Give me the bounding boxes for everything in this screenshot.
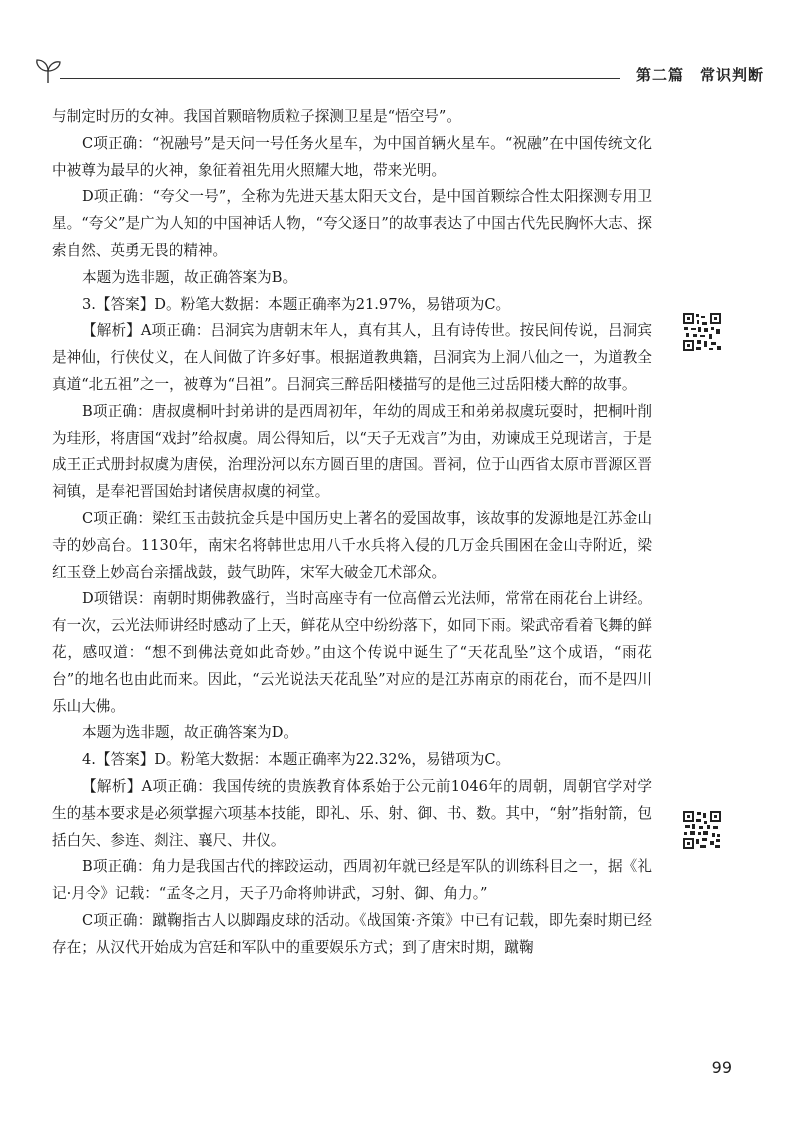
paragraph: 【解析】A项正确：吕洞宾为唐朝末年人，真有其人，且有诗传世。按民间传说，吕洞宾是神仙，行侠仗义，在人间做了许多好事。根据道教典籍，吕洞宾为上洞八仙之一，为道教全真道“北五祖”之一，被尊为“吕祖”。吕洞宾三醉岳阳楼描写的是他三过岳阳楼大醉的故事。	[52, 322, 652, 393]
answer-line: 4.【答案】D。粉笔大数据：本题正确率为22.32%，易错项为C。	[82, 751, 511, 769]
header-divider	[60, 78, 620, 79]
paragraph: B项正确：角力是我国古代的摔跤运动，西周初年就已经是军队的训练科目之一，据《礼记·月令》记载：“孟冬之月，天子乃命将帅讲武，习射、御、角力。”	[52, 858, 652, 903]
sprout-icon	[34, 58, 62, 88]
paragraph: B项正确：唐叔虞桐叶封弟讲的是西周初年，年幼的周成王和弟弟叔虞玩耍时，把桐叶削为珪形，将唐国“戏封”给叔虞。周公得知后，以“天子无戏言”为由，劝谏成王兑现诺言，于是成王正式册封叔虞为唐侯，治理汾河以东方圆百里的唐国。晋祠，位于山西省太原市晋源区晋祠镇，是奉祀晋国始封诸侯唐叔虞的祠堂。	[52, 402, 652, 501]
qr-code-icon[interactable]	[682, 312, 722, 352]
qr-code-icon[interactable]	[682, 810, 722, 850]
page-header	[30, 58, 770, 88]
page-number: 99	[711, 1058, 732, 1077]
section-title: 第二篇 常识判断	[635, 66, 764, 84]
paragraph: 【解析】A项正确：我国传统的贵族教育体系始于公元前1046年的周朝，周朝官学对学生的基本要求是必须掌握六项基本技能，即礼、乐、射、御、书、数。其中，“射”指射箭，包括白矢、参连、剡注、襄尺、井仪。	[52, 777, 652, 849]
paragraph: D项错误：南朝时期佛教盛行，当时高座寺有一位高僧云光法师，常常在雨花台上讲经。有一次，云光法师讲经时感动了上天，鲜花从空中纷纷落下，如同下雨。梁武帝看着飞舞的鲜花，感叹道：“想不到佛法竟如此奇妙。”由这个传说中诞生了“天花乱坠”这个成语，“雨花台”的地名也由此而来。因此，“云光说法天花乱坠”对应的是江苏南京的雨花台，而不是四川乐山大佛。	[52, 590, 652, 715]
paragraph: 本题为选非题，故正确答案为B。	[82, 268, 298, 286]
page-body	[52, 104, 652, 962]
paragraph: 与制定时历的女神。我国首颗暗物质粒子探测卫星是“悟空号”。	[52, 108, 461, 125]
paragraph: 本题为选非题，故正确答案为D。	[82, 724, 299, 742]
paragraph: D项正确：“夸父一号”，全称为先进天基太阳天文台，是中国首颗综合性太阳探测专用卫星。“夸父”是广为人知的中国神话人物，“夸父逐日”的故事表达了中国古代先民胸怀大志、探索自然、英勇无畏的精神。	[52, 188, 652, 259]
paragraph: C项正确：“祝融号”是天问一号任务火星车，为中国首辆火星车。“祝融”在中国传统文化中被尊为最早的火神，象征着祖先用火照耀大地，带来光明。	[52, 134, 652, 179]
answer-line: 3.【答案】D。粉笔大数据：本题正确率为21.97%，易错项为C。	[82, 295, 511, 313]
paragraph: C项正确：梁红玉击鼓抗金兵是中国历史上著名的爱国故事，该故事的发源地是江苏金山寺的妙高台。1130年，南宋名将韩世忠用八千水兵将入侵的几万金兵围困在金山寺附近，梁红玉登上妙高台亲擂战鼓，鼓气助阵，宋军大破金兀术部众。	[52, 509, 652, 581]
paragraph: C项正确：蹴鞠指古人以脚蹋皮球的活动。《战国策·齐策》中已有记载，即先秦时期已经存在；从汉代开始成为宫廷和军队中的重要娱乐方式；到了唐宋时期，蹴鞠	[52, 911, 652, 956]
